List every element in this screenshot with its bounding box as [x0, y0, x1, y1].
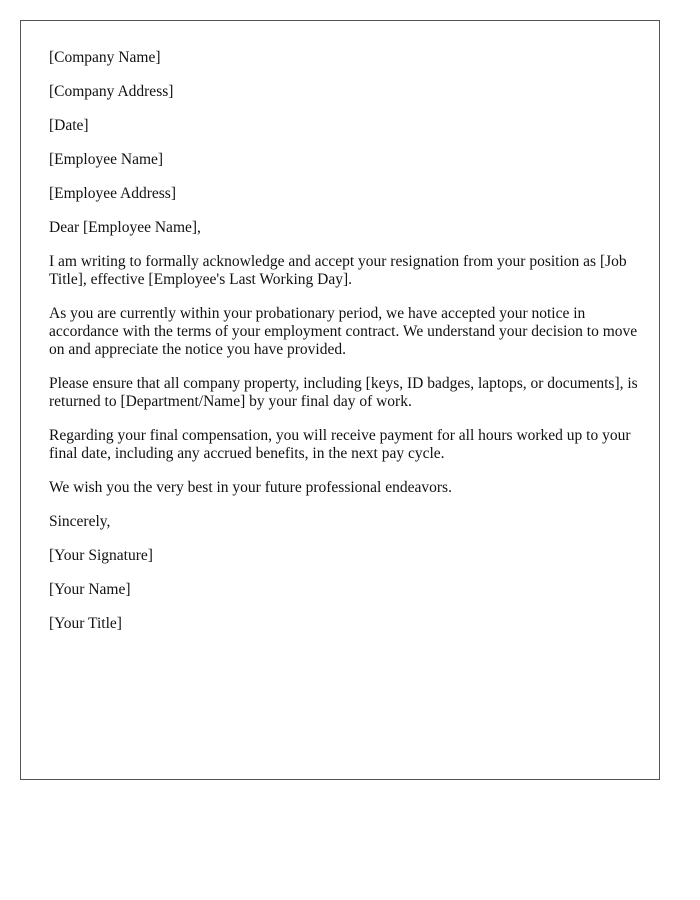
paragraph-compensation: Regarding your final compensation, you will receive payment for all hours worked up to your final date, including any accrued benefits, in the next pay cycle.	[49, 427, 631, 462]
letter-page	[20, 20, 660, 780]
employee-address: [Employee Address]	[49, 185, 176, 202]
signature: [Your Signature]	[49, 547, 153, 564]
paragraph-well-wishes: We wish you the very best in your future professional endeavors.	[49, 479, 452, 496]
paragraph-probation: As you are currently within your probationary period, we have accepted your notice in accordance with the terms of your employment contract. We understand your decision to move on and appreciate the notice you have provided.	[49, 305, 638, 358]
valediction: Sincerely,	[49, 513, 111, 530]
company-address: [Company Address]	[49, 83, 174, 100]
sender-title: [Your Title]	[49, 615, 122, 632]
letter-content	[49, 49, 639, 649]
salutation: Dear [Employee Name],	[49, 219, 201, 236]
paragraph-acknowledgement: I am writing to formally acknowledge and accept your resignation from your position as [Job Title], effective [Employee's Last Working Day].	[49, 253, 627, 288]
paragraph-property-return: Please ensure that all company property, including [keys, ID badges, laptops, or documents], is returned to [Department/Name] by your final day of work.	[49, 375, 638, 410]
company-name: [Company Name]	[49, 49, 161, 66]
employee-name: [Employee Name]	[49, 151, 164, 168]
letter-date: [Date]	[49, 117, 89, 134]
sender-name: [Your Name]	[49, 581, 131, 598]
